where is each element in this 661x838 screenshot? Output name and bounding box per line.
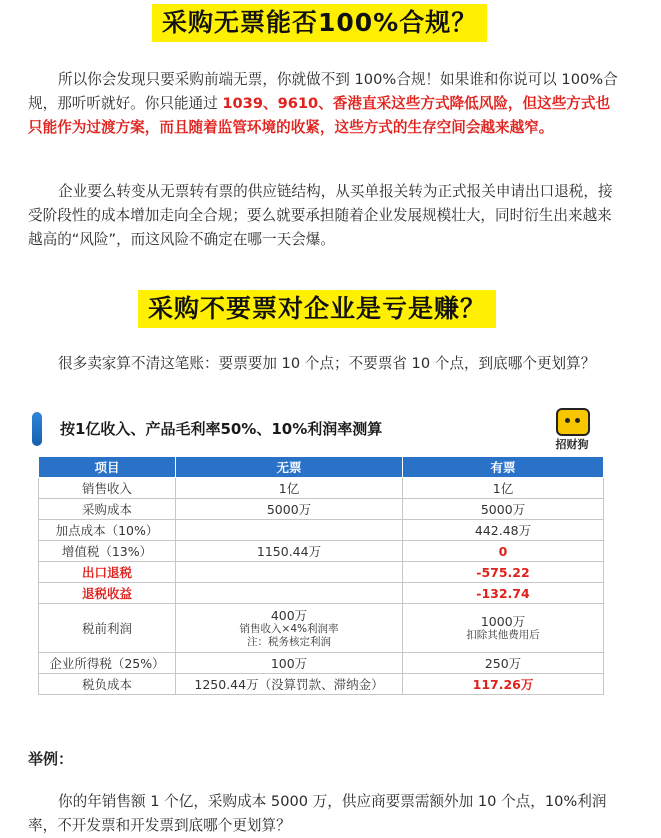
section-heading-profit: 采购不要票对企业是亏是赚？: [138, 290, 496, 328]
with-invoice-value: 0: [403, 541, 604, 562]
no-invoice-value: [176, 562, 403, 583]
table-row: [39, 653, 604, 674]
with-invoice-value: -575.22: [403, 562, 604, 583]
paragraph-compliance-highlight: 1039、9610、香港直采这些方式降低风险，但这些方式也只能作为过渡方案，而且随着监管环境的收紧，这些方式的生存空间会越来越窄。: [28, 95, 611, 136]
table-row: [39, 520, 604, 541]
calculation-title: 按1亿收入、产品毛利率50%、10%利润率测算: [60, 420, 383, 438]
no-invoice-value: [176, 604, 403, 653]
table-header-row: [39, 457, 604, 478]
with-invoice-value: 117.26万: [403, 674, 604, 695]
row-label: 加点成本（10%）: [39, 520, 176, 541]
row-label: 采购成本: [39, 499, 176, 520]
paragraph-example: 你的年销售额 1 个亿，采购成本 5000 万，供应商要票需额外加 10 个点，10%利润率，不开发票和开发票到底哪个更划算？: [28, 793, 607, 834]
table-row: [39, 674, 604, 695]
calculation-card: [30, 404, 608, 722]
section-heading-compliance: 采购无票能否100%合规？: [152, 4, 487, 42]
table-row: [39, 604, 604, 653]
with-invoice-value: 5000万: [403, 499, 604, 520]
no-invoice-value: 1250.44万（没算罚款、滞纳金）: [176, 674, 403, 695]
table-row: [39, 562, 604, 583]
with-invoice-value: 1亿: [403, 478, 604, 499]
example-label: 举例：: [28, 750, 74, 768]
with-invoice-value: 442.48万: [403, 520, 604, 541]
no-invoice-value: 5000万: [176, 499, 403, 520]
table-row: [39, 499, 604, 520]
row-label: 税前利润: [39, 604, 176, 653]
with-invoice-profit-note: 扣除其他费用后: [466, 629, 540, 641]
no-invoice-profit-formula: 销售收入×4%利润率: [239, 622, 339, 635]
paragraph-compliance: [28, 68, 618, 140]
paragraph-compliance-text: 所以你会发现只要采购前端无票，你就做不到 100%合规！如果谁和你说可以 100%合规，那听听就好。你只能通过: [28, 71, 618, 112]
dog-mascot-icon: [556, 408, 590, 436]
row-label: 销售收入: [39, 478, 176, 499]
header-no-invoice: 无票: [176, 457, 403, 478]
table-row: [39, 478, 604, 499]
row-label: 税负成本: [39, 674, 176, 695]
row-label: 退税收益: [39, 583, 176, 604]
paragraph-question: 很多卖家算不清这笔账：要票要加 10 个点；不要票省 10 个点，到底哪个更划算？: [58, 355, 596, 372]
no-invoice-value: [176, 583, 403, 604]
with-invoice-value: [403, 604, 604, 653]
no-invoice-profit-note: 注：税务核定利润: [247, 635, 331, 648]
paragraph-supply-chain: 企业要么转变从无票转有票的供应链结构，从买单报关转为正式报关申请出口退税，接受阶段性的成本增加走向全合规；要么就要承担随着企业发展规模壮大，同时衍生出来越来越高的“风险”，而这风险不确定在哪一天会爆。: [28, 183, 613, 248]
table-row: [39, 541, 604, 562]
zhaocaigou-logo: [544, 408, 600, 454]
no-invoice-value: 100万: [176, 653, 403, 674]
tax-comparison-table: [38, 456, 604, 695]
table-row: [39, 583, 604, 604]
row-label: 出口退税: [39, 562, 176, 583]
no-invoice-value: 1亿: [176, 478, 403, 499]
row-label: 企业所得税（25%）: [39, 653, 176, 674]
row-label: 增值税（13%）: [39, 541, 176, 562]
with-invoice-profit: 1000万: [480, 614, 526, 629]
header-item: 项目: [39, 457, 176, 478]
no-invoice-profit: 400万: [270, 607, 308, 623]
with-invoice-value: 250万: [403, 653, 604, 674]
with-invoice-value: -132.74: [403, 583, 604, 604]
logo-text: 招财狗: [555, 438, 589, 451]
no-invoice-value: [176, 520, 403, 541]
no-invoice-value: 1150.44万: [176, 541, 403, 562]
header-with-invoice: 有票: [403, 457, 604, 478]
title-accent-bar: [32, 412, 42, 446]
